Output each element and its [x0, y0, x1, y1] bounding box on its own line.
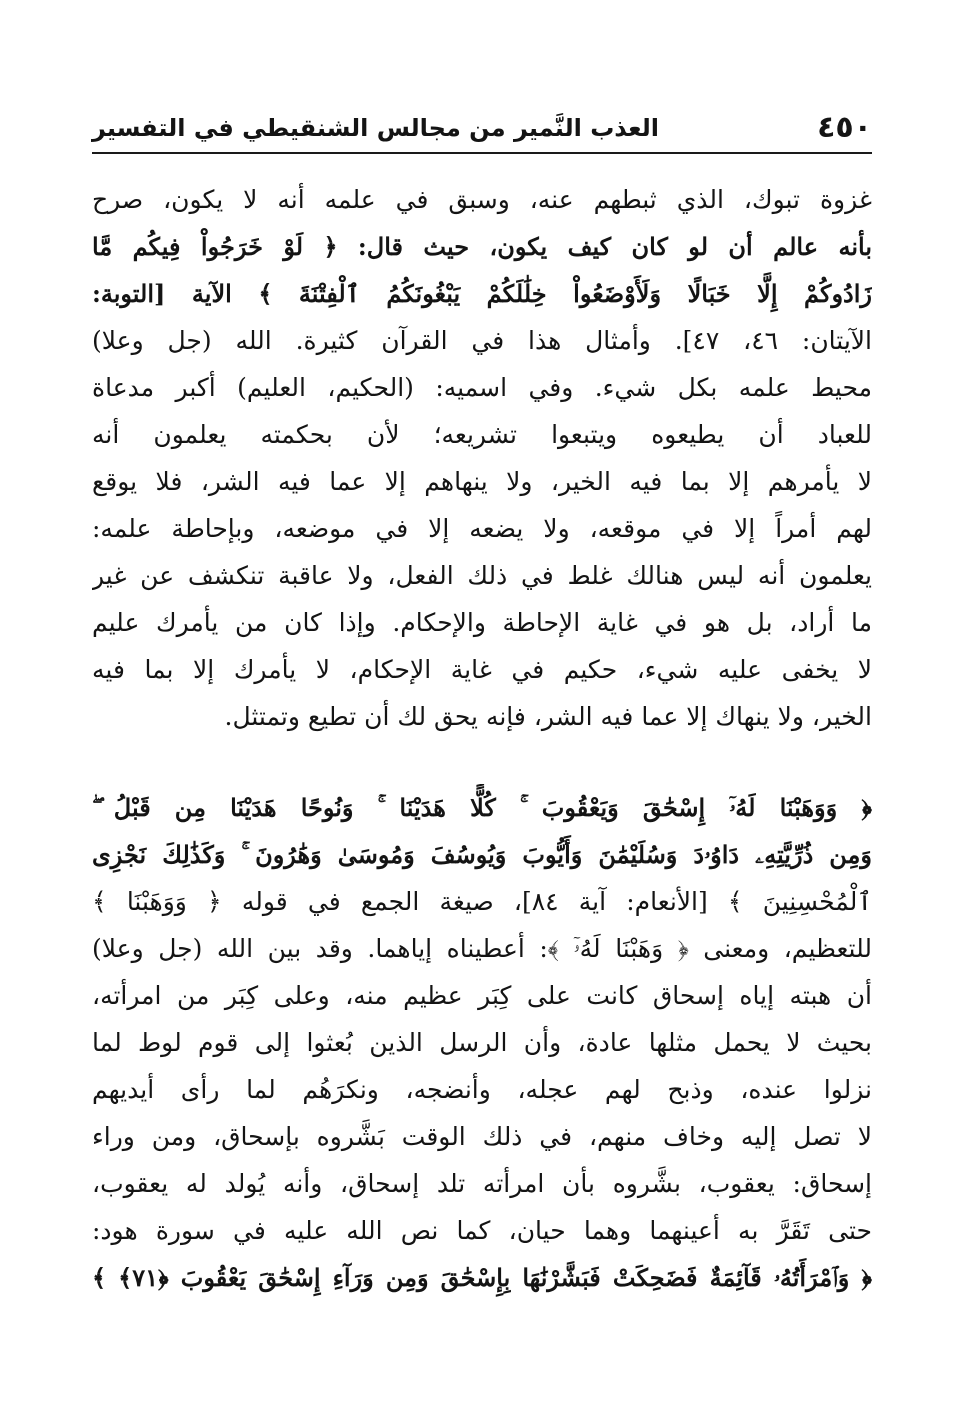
text-line: يعلمون أنه ليس هنالك غلط في ذلك الفعل، ولا عاقبة تنكشف عن غير: [92, 561, 872, 590]
text-line-quran: ﴿ وَٱمْرَأَتُهُۥ قَآئِمَةٌ فَضَحِكَتْ فَبَشَّرْنَٰهَا بِإِسْحَٰقَ وَمِن وَرَآءِ إِسْحَٰقَ يَعْقُوبَ ﴿٧١﴾ ﴾: [92, 1263, 872, 1292]
text-line: للتعظيم، ومعنى ﴿ وَهَبْنَا لَهُۥٓ ﴾: أعطيناه إياهما. وقد بين الله (جل وعلا): [92, 934, 872, 963]
text-line-quran: بأنه عالم أن لو كان كيف يكون، حيث قال: ﴿ لَوْ خَرَجُواْ فِيكُم مَّا: [92, 232, 872, 261]
running-title: العذب النَّمير من مجالس الشنقيطي في التفسير: [92, 114, 659, 142]
text-line: ما أراد، بل هو في غاية الإحاطة والإحكام. وإذا كان من يأمرك عليم: [92, 608, 872, 637]
page-number: ٤٥٠: [817, 110, 872, 145]
text-line: غزوة تبوك، الذي ثبطهم عنه، وسبق في علمه أنه لا يكون، صرح: [92, 185, 872, 214]
page-header: [92, 108, 872, 148]
text-line: محيط علمه بكل شيء. وفي اسميه: (الحكيم، العليم) أكبر مدعاة: [92, 373, 872, 402]
text-line: حتى تَقَرَّ به أعينهما وهما حيان، كما نص الله عليه في سورة هود:: [92, 1216, 872, 1245]
text-line: للعباد أن يطيعوه ويتبعوا تشريعه؛ لأن بحكمته يعلمون أنه: [92, 420, 872, 449]
text-line: بحيث لا يحمل مثلها عادة، وأن الرسل الذين بُعثوا إلى قوم لوط لما: [92, 1028, 872, 1057]
text-line: إسحاق: يعقوب، بشَّروه بأن امرأته تلد إسحاق، وأنه يُولد له يعقوب،: [92, 1169, 872, 1198]
text-line: الخير، ولا ينهاك إلا عما فيه الشر، فإنه يحق لك أن تطيع وتمتثل.: [224, 702, 872, 731]
header-divider: [92, 152, 872, 154]
text-line: ٱلْمُحْسِنِينَ ﴾ [الأنعام: آية ٨٤]، صيغة الجمع في قوله ﴿ وَوَهَبْنَا ﴾: [92, 887, 872, 916]
text-line: لا يخفى عليه شيء، حكيم في غاية الإحكام، لا يأمرك إلا بما فيه: [92, 655, 872, 684]
text-line: أن هبته إياه إسحاق كانت على كِبَر عظيم منه، وعلى كِبَر من امرأته،: [92, 981, 872, 1010]
text-line-quran: ﴿ وَوَهَبْنَا لَهُۥٓ إِسْحَٰقَ وَيَعْقُوبَ ۚ كُلًّا هَدَيْنَا ۚ وَنُوحًا هَدَيْنَا مِن قَبْلُ ۖ: [92, 793, 872, 822]
text-line: نزلوا عنده، وذبح لهم عجله، وأنضجه، ونكرَهُم لما رأى أيديهم: [92, 1075, 872, 1104]
paragraph-2: [92, 784, 872, 1301]
text-line: الآيتان: ٤٦، ٤٧]. وأمثال هذا في القرآن كثيرة. الله (جل وعلا): [92, 326, 872, 355]
text-line: لهم أمراً إلا في موقعه، ولا يضعه إلا في موضعه، وبإحاطة علمه:: [92, 514, 872, 543]
text-line-quran: زَادُوكُمْ إِلَّا خَبَالًا وَلَأَوْضَعُواْ خِلَٰلَكُمْ يَبْغُونَكُمُ ٱلْفِتْنَةَ ﴾ الآية [التوبة:: [92, 279, 872, 308]
paragraph-gap: [92, 740, 872, 784]
paragraph-1: [92, 176, 872, 740]
text-line: لا يأمرهم إلا بما فيه الخير، ولا ينهاهم إلا عما فيه الشر، فلا يوقع: [92, 467, 872, 496]
text-line-quran: وَمِن ذُرِّيَّتِهِۦ دَاوُۥدَ وَسُلَيْمَٰنَ وَأَيُّوبَ وَيُوسُفَ وَمُوسَىٰ وَهَٰرُونَ ۚ وَكَذَٰلِكَ نَجْزِى: [92, 840, 872, 869]
page-body: [92, 176, 872, 1301]
text-line: لا تصل إليه وخاف منهم، في ذلك الوقت بَشَّروه بإسحاق، ومن وراء: [92, 1122, 872, 1151]
